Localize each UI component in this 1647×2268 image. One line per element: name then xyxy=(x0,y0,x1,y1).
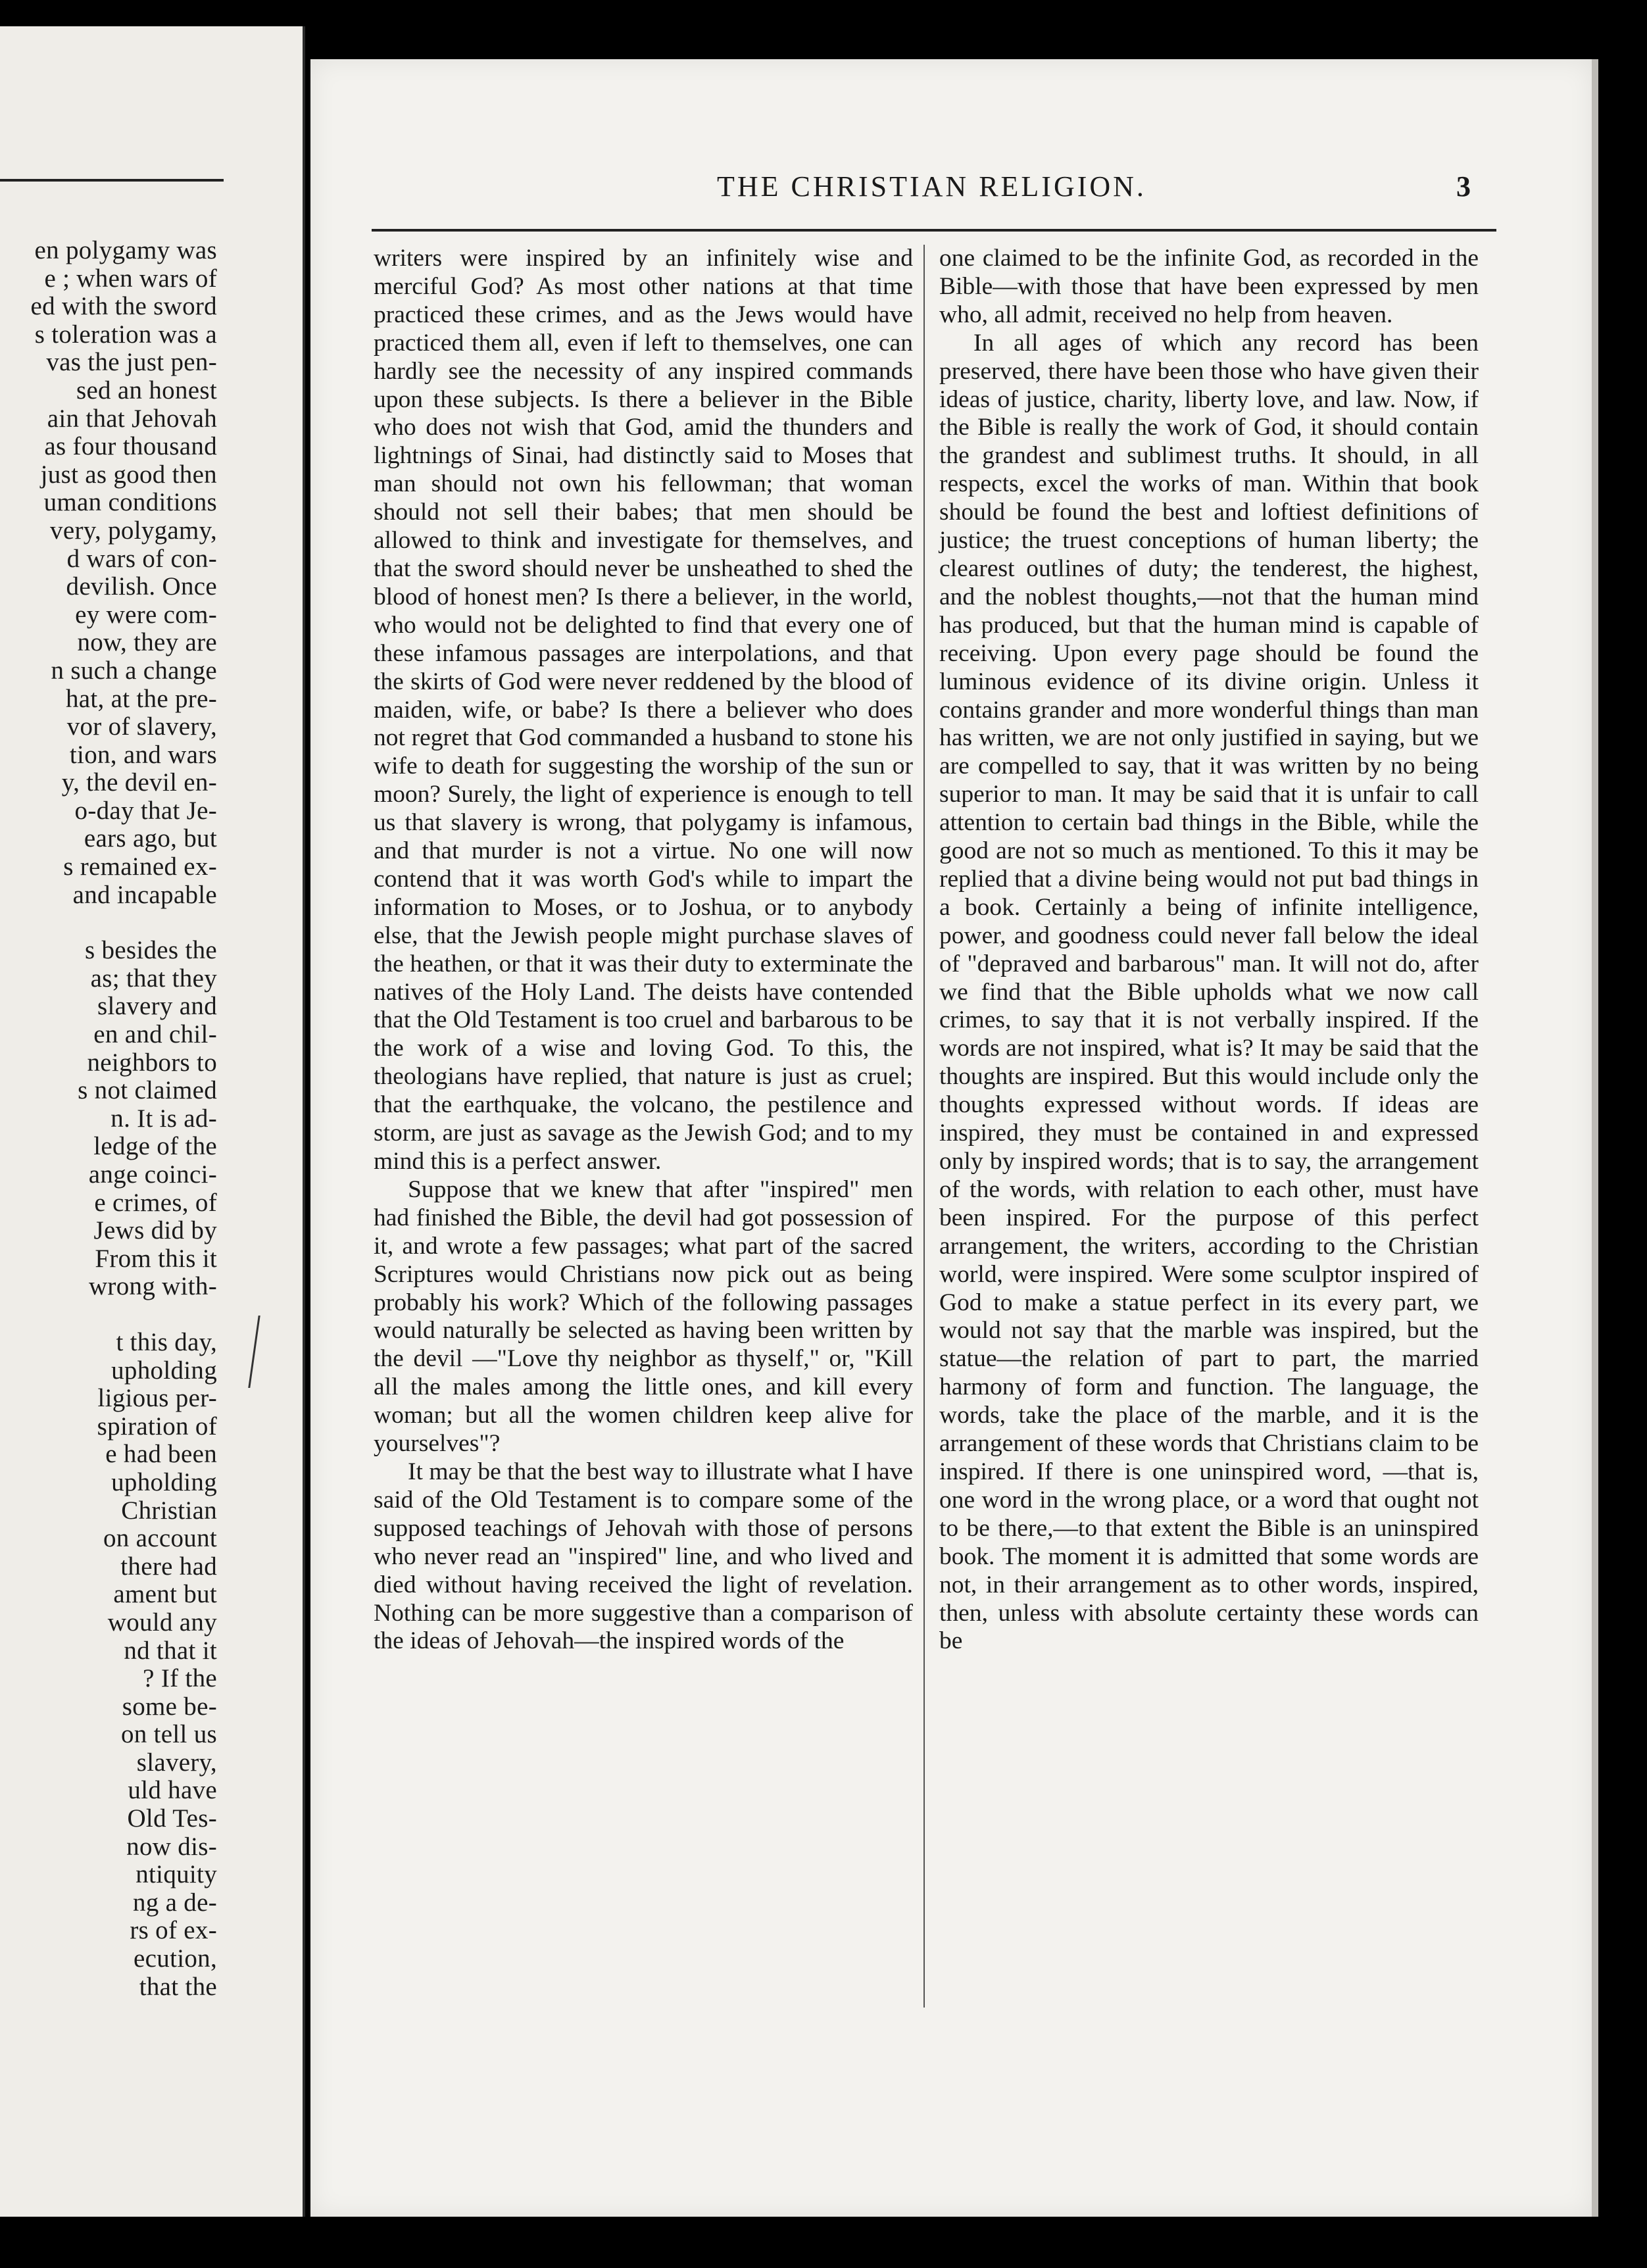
text-line: s not claimed xyxy=(78,1076,217,1105)
text-line: slavery, xyxy=(136,1748,217,1777)
text-line: n such a change xyxy=(51,656,217,685)
text-line: n. It is ad- xyxy=(111,1104,217,1133)
text-line: tion, and wars xyxy=(69,740,217,769)
text-line: ament but xyxy=(113,1580,217,1609)
text-line: slavery and xyxy=(97,992,217,1021)
text-line: as; that they xyxy=(90,964,217,993)
text-line: ledge of the xyxy=(93,1132,217,1161)
text-line: some be- xyxy=(122,1692,217,1721)
text-line: devilish. Once xyxy=(66,572,217,601)
text-line: ange coinci- xyxy=(88,1160,217,1189)
text-line: s besides the xyxy=(84,936,217,965)
text-line: o-day that Je- xyxy=(74,796,217,825)
text-line: y, the devil en- xyxy=(61,768,217,797)
text-line: that the xyxy=(139,1972,217,2001)
text-line: en and chil- xyxy=(93,1020,217,1049)
text-line: d wars of con- xyxy=(66,544,217,573)
text-line: uld have xyxy=(128,1776,217,1805)
text-line: and incapable xyxy=(72,880,217,909)
text-line: very, polygamy, xyxy=(50,516,217,545)
text-line: t this day, xyxy=(116,1327,217,1356)
page-number: 3 xyxy=(1456,170,1473,203)
left-page-text xyxy=(0,237,217,2001)
line-gap xyxy=(0,909,217,937)
text-line: ecution, xyxy=(134,1944,217,1973)
text-line: there had xyxy=(120,1552,217,1581)
text-line: nd that it xyxy=(124,1636,217,1665)
text-line: wrong with- xyxy=(88,1272,217,1301)
text-line: rs of ex- xyxy=(130,1916,217,1945)
text-line: Jews did by xyxy=(93,1216,217,1245)
paragraph: one claimed to be the infinite God, as recorded in the Bible—with those that have been expressed by men who, all admit, received no help from heaven. xyxy=(939,245,1479,328)
text-line: ligious per- xyxy=(97,1384,217,1413)
text-line: e ; when wars of xyxy=(44,264,217,293)
spine-mark xyxy=(248,1316,265,1388)
text-line: s remained ex- xyxy=(63,852,217,881)
text-line: hat, at the pre- xyxy=(65,684,217,713)
text-line: From this it xyxy=(95,1244,217,1273)
text-line: ntiquity xyxy=(135,1860,217,1889)
paragraph: It may be that the best way to illustrate what I have said of the Old Testament is to compare some of the supposed teachings of Jehovah with those of persons who never read an "inspired" line, and who lived and died without having received the light of revelation. Nothing can be more suggestive than a comparison of the ideas of Jehovah—the inspired words of the xyxy=(374,1458,913,1655)
paragraph: Suppose that we knew that after "inspired" men had finished the Bible, the devil had got possession of it, and wrote a few passages; what part of the sacred Scriptures would Christians now pick out as being probably his work? Which of the following passages would naturally be selected as having been written by the devil —"Love thy neighbor as thyself," or, "Kill all the males among the little ones, and kill every woman; but all the women children keep alive for yourselves"? xyxy=(374,1175,913,1458)
text-line: e crimes, of xyxy=(94,1188,217,1217)
text-line: as four thousand xyxy=(44,432,217,461)
text-line: ? If the xyxy=(143,1664,217,1693)
text-line: vas the just pen- xyxy=(46,348,217,377)
text-line: upholding xyxy=(111,1356,217,1385)
running-header xyxy=(368,170,1473,209)
column-divider xyxy=(923,245,925,2008)
text-line: Christian xyxy=(121,1496,217,1525)
text-line: spiration of xyxy=(97,1412,217,1441)
text-line: ain that Jehovah xyxy=(47,404,217,433)
running-title: THE CHRISTIAN RELIGION. xyxy=(717,170,1146,203)
left-page-header-rule xyxy=(0,179,224,182)
text-line: now, they are xyxy=(77,628,217,657)
text-line: now dis- xyxy=(126,1832,217,1861)
text-line: en polygamy was xyxy=(34,236,217,264)
text-line: ears ago, but xyxy=(84,824,217,853)
header-rule xyxy=(372,229,1496,232)
text-line: on account xyxy=(103,1524,217,1553)
text-line: on tell us xyxy=(121,1720,217,1749)
text-line: ed with the sword xyxy=(30,292,217,321)
text-line: ng a de- xyxy=(132,1888,217,1917)
page-edge xyxy=(1592,59,1598,2217)
text-line: neighbors to xyxy=(87,1048,217,1077)
text-line: Old Tes- xyxy=(127,1804,217,1833)
line-gap xyxy=(0,1301,217,1329)
text-column-left xyxy=(374,245,913,1656)
text-line: vor of slavery, xyxy=(66,712,217,741)
paragraph: writers were inspired by an infinitely wise and merciful God? As most other nations at that time practiced these crimes, and as the Jews would have practiced them all, even if left to themselves, one can hardly see the necessity of any inspired commands upon these subjects. Is there a believer in the Bible who does not wish that God, amid the thunders and lightnings of Sinai, had distinctly said to Moses that man should not own his fellowman; that woman should not sell their babes; that men should be allowed to think and investigate for themselves, and that the sword should never be unsheathed to shed the blood of honest men? Is there a believer, in the world, who would not be delighted to find that every one of these infamous passages are interpolations, and that the skirts of God were never reddened by the blood of maiden, wife, or babe? Is there a believer who does not regret that God commanded a husband to stone his wife to death for suggesting the worship of the sun or moon? Surely, the light of experience is enough to tell us that slavery is wrong, that polygamy is infamous, and that murder is not a virtue. No one will now contend that it was worth God's while to impart the information to Moses, or to Joshua, or to anybody else, that the Jewish people might purchase slaves of the heathen, or that it was their duty to exterminate the natives of the Holy Land. The deists have contended that the Old Testament is too cruel and barbarous to be the work of a wise and loving God. To this, the theologians have replied, that nature is just as cruel; that the earthquake, the volcano, the pestilence and storm, are just as savage as the Jewish God; and to my mind this is a perfect answer. xyxy=(374,245,913,1175)
text-line: ey were com- xyxy=(75,600,217,629)
text-line: upholding xyxy=(111,1467,217,1496)
text-line: sed an honest xyxy=(76,376,217,405)
text-line: e had been xyxy=(105,1440,217,1469)
left-page-fragment xyxy=(0,26,305,2217)
text-line: uman conditions xyxy=(43,488,217,517)
paragraph: In all ages of which any record has been preserved, there have been those who have given their ideas of justice, charity, liberty love, and law. Now, if the Bible is really the work of God, it should contain the grandest and sublimest truths. It should, in all respects, excel the works of man. Within that book should be found the best and loftiest definitions of justice; the truest conceptions of human liberty; the clearest outlines of duty; the tenderest, the highest, and the noblest thoughts,—not that the human mind has produced, but that the human mind is capable of receiving. Upon every page should be found the luminous evidence of its divine origin. Unless it contains grander and more wonderful things than man has written, we are not only justified in saying, but we are compelled to say, that it was written by no being superior to man. It may be said that it is unfair to call attention to certain bad things in the Bible, while the good are not so much as mentioned. To this it may be replied that a divine being would not put bad things in a book. Certainly a being of infinite intelligence, power, and goodness could never fall below the ideal of "depraved and barbarous" man. It will not do, after we find that the Bible upholds what we now call crimes, to say that it is not verbally inspired. If the words are not inspired, what is? It may be said that the thoughts are inspired. But this would include only the thoughts expressed without words. If ideas are inspired, they must be contained in and expressed only by inspired words; that is to say, the arrangement of the words, with relation to each other, must have been inspired. For the purpose of this perfect arrangement, the writers, according to the Christian world, were inspired. Were some sculptor inspired of God to make a statue perfect in its every part, we would not say that the marble was inspired, but the statue—the relation of part to part, the married harmony of form and function. The language, the words, take the place of the marble, and it is the arrangement of these words that Christians claim to be inspired. If there is one uninspired word, —that is, one word in the wrong place, or a word that ought not to be there,—to that extent the Bible is an uninspired book. The moment it is admitted that some words are not, in their arrangement as to other words, inspired, then, unless with absolute certainty these words can be xyxy=(939,329,1479,1655)
text-column-right xyxy=(939,245,1479,1656)
text-line: would any xyxy=(107,1608,217,1637)
text-line: just as good then xyxy=(40,460,217,489)
text-line: s toleration was a xyxy=(34,320,217,349)
